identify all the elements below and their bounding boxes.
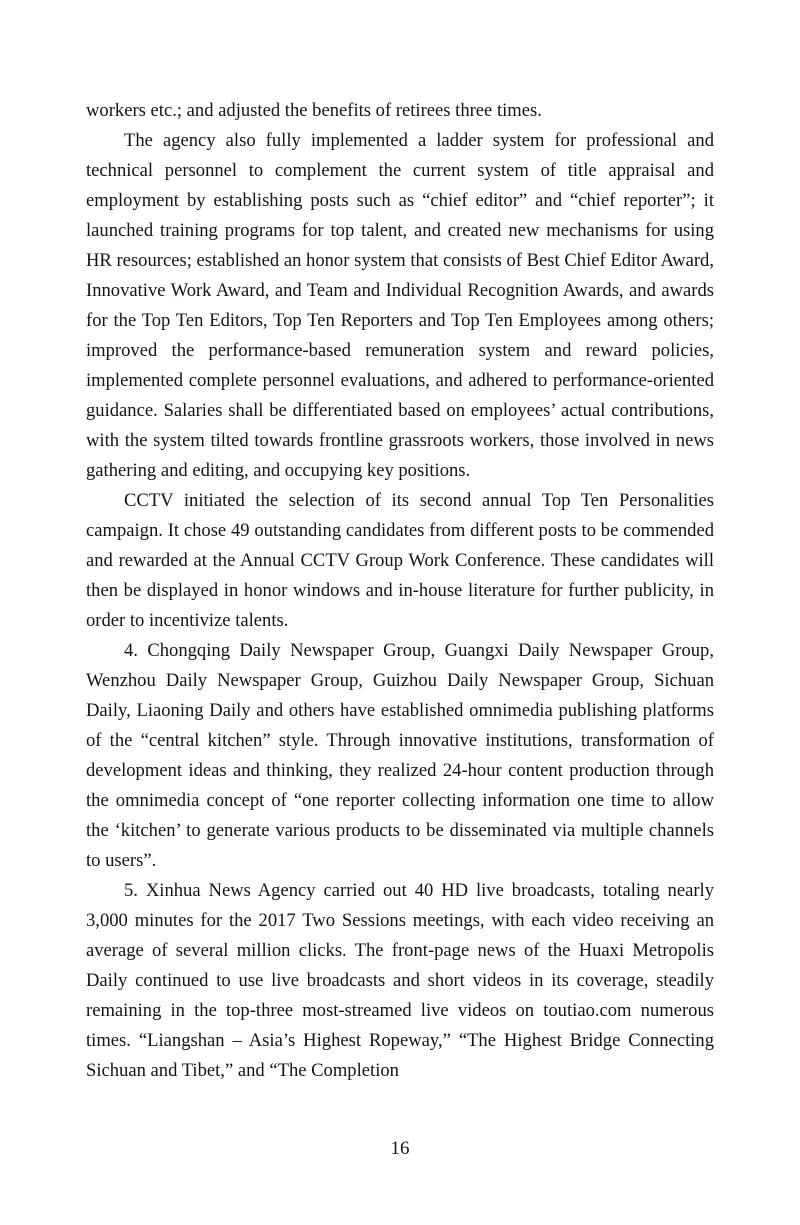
paragraph-central-kitchen: 4. Chongqing Daily Newspaper Group, Guangxi Daily Newspaper Group, Wenzhou Daily Newspaper Group, Guizhou Daily Newspaper Group, Sichuan Daily, Liaoning Daily and others have established omnimedia publishing platforms of the “central kitchen” style. Through innovative institutions, transformation of development ideas and thinking, they realized 24-hour content production through the omnimedia concept of “one reporter collecting information one time to allow the ‘kitchen’ to generate various products to be disseminated via multiple channels to users”. [86,640,714,871]
paragraph-ladder-system: The agency also fully implemented a ladder system for professional and technical personnel to complement the current system of title appraisal and employment by establishing posts such as “chief editor” and “chief reporter”; it launched training programs for top talent, and created new mechanisms for using HR resources; established an honor system that consists of Best Chief Editor Award, Innovative Work Award, and Team and Individual Recognition Awards, and awards for the Top Ten Editors, Top Ten Reporters and Top Ten Employees among others; improved the performance-based remuneration system and reward policies, implemented complete personnel evaluations, and adhered to performance-oriented guidance. Salaries shall be differentiated based on employees’ actual contributions, with the system tilted towards frontline grassroots workers, those involved in news gathering and editing, and occupying key positions. [86,130,714,481]
paragraph-cctv-selection: CCTV initiated the selection of its second annual Top Ten Personalities campaign. It chose 49 outstanding candidates from different posts to be commended and rewarded at the Annual CCTV Group Work Conference. These candidates will then be displayed in honor windows and in-house literature for further publicity, in order to incentivize talents. [86,490,714,631]
paragraph-continuation: workers etc.; and adjusted the benefits of retirees three times. [86,100,542,121]
page-number: 16 [390,1138,410,1159]
page-body [86,96,714,1086]
paragraph-live-broadcasts: 5. Xinhua News Agency carried out 40 HD live broadcasts, totaling nearly 3,000 minutes for the 2017 Two Sessions meetings, with each video receiving an average of several million clicks. The front-page news of the Huaxi Metropolis Daily continued to use live broadcasts and short videos in its coverage, steadily remaining in the top-three most-streamed live videos on toutiao.com numerous times. “Liangshan – Asia’s Highest Ropeway,” “The Highest Bridge Connecting Sichuan and Tibet,” and “The Completion [86,880,714,1081]
